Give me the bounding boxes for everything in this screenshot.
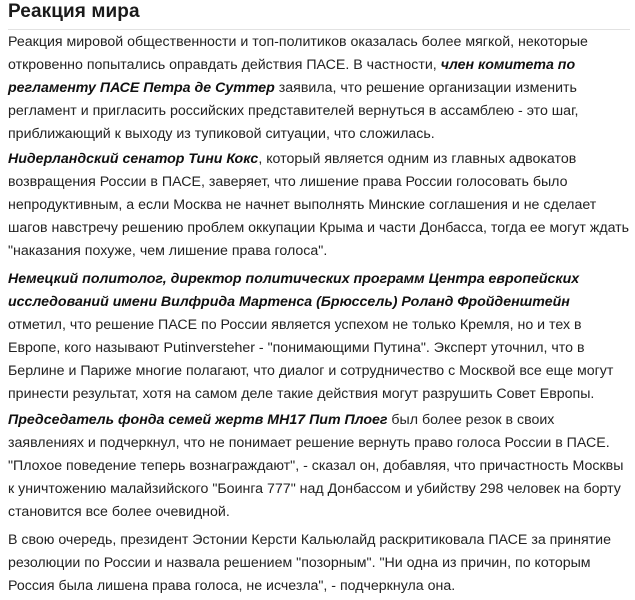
heading-divider: [8, 29, 630, 30]
paragraph-1-bold-name: член комитета по регламенту ПАСЕ Петра де Суттер: [8, 56, 576, 96]
paragraph-1: [8, 31, 630, 146]
paragraph-4-bold-name: Председатель фонда семей жертв МН17 Пит Плоег: [8, 412, 388, 428]
paragraph-4-text-post: был более резок в своих заявлениях и подчеркнул, что не понимает решение вернуть право голоса России в ПАСЕ. "Плохое поведение теперь вознаграждают", - сказал он, добавляя, что причастность Москвы к уничтожению малайзийского "Боинга 777" над Донбассом и убийству 298 человек на борту становится все более очевидной.: [8, 412, 624, 520]
paragraph-5: В свою очередь, президент Эстонии Керсти Кальюлайд раскритиковала ПАСЕ за принятие резолюции по России и назвала решением "позорным". "Ни одна из причин, по которым Россия была лишена права голоса, не исчезла", - подчеркнула она.: [8, 532, 611, 594]
paragraph-2-bold-name: Нидерландский сенатор Тини Кокс: [8, 151, 259, 167]
paragraph-3-bold-name: Немецкий политолог, директор политических программ Центра европейских исследований имени Вилфрида Мартенса (Брюссель) Роланд Фройденштейн: [8, 271, 580, 310]
paragraph-1-text-pre: Реакция мировой общественности и топ-политиков оказалась более мягкой, некоторые откровенно попытались оправдать действия ПАСЕ. В частности,: [8, 34, 588, 73]
paragraph-2: [8, 148, 630, 263]
paragraph-4: [8, 409, 630, 524]
paragraph-3: [8, 268, 630, 405]
article: [8, 0, 630, 594]
paragraph-3-text-post: отметил, что решение ПАСЕ по России является успехом не только Кремля, но и тех в Европе, кого называют Putinversteher - "понимающими Путина". Эксперт уточнил, что в Берлине и Париже многие полагают, что диалог и сотрудничество с Москвой все еще могут принести результат, хотя на самом деле такие действия могут разрушить Совет Европы.: [8, 316, 614, 402]
section-heading: Реакция мира: [8, 1, 140, 22]
paragraph-2-text-post: , который является одним из главных адвокатов возвращения России в ПАСЕ, заверяет, что лишение права России голосовать было непродуктивным, а если Москва не начнет выполнять Минские соглашения и не сделает шагов навстречу решению проблем оккупации Крыма и части Донбасса, тогда ее могут ждать "наказания похуже, чем лишение права голоса".: [8, 151, 630, 259]
paragraph-1-text-post: заявила, что решение организации изменить регламент и пригласить российских представителей вернуться в ассамблею - это шаг, приближающий к выходу из тупиковой ситуации, что сложилась.: [8, 79, 579, 142]
